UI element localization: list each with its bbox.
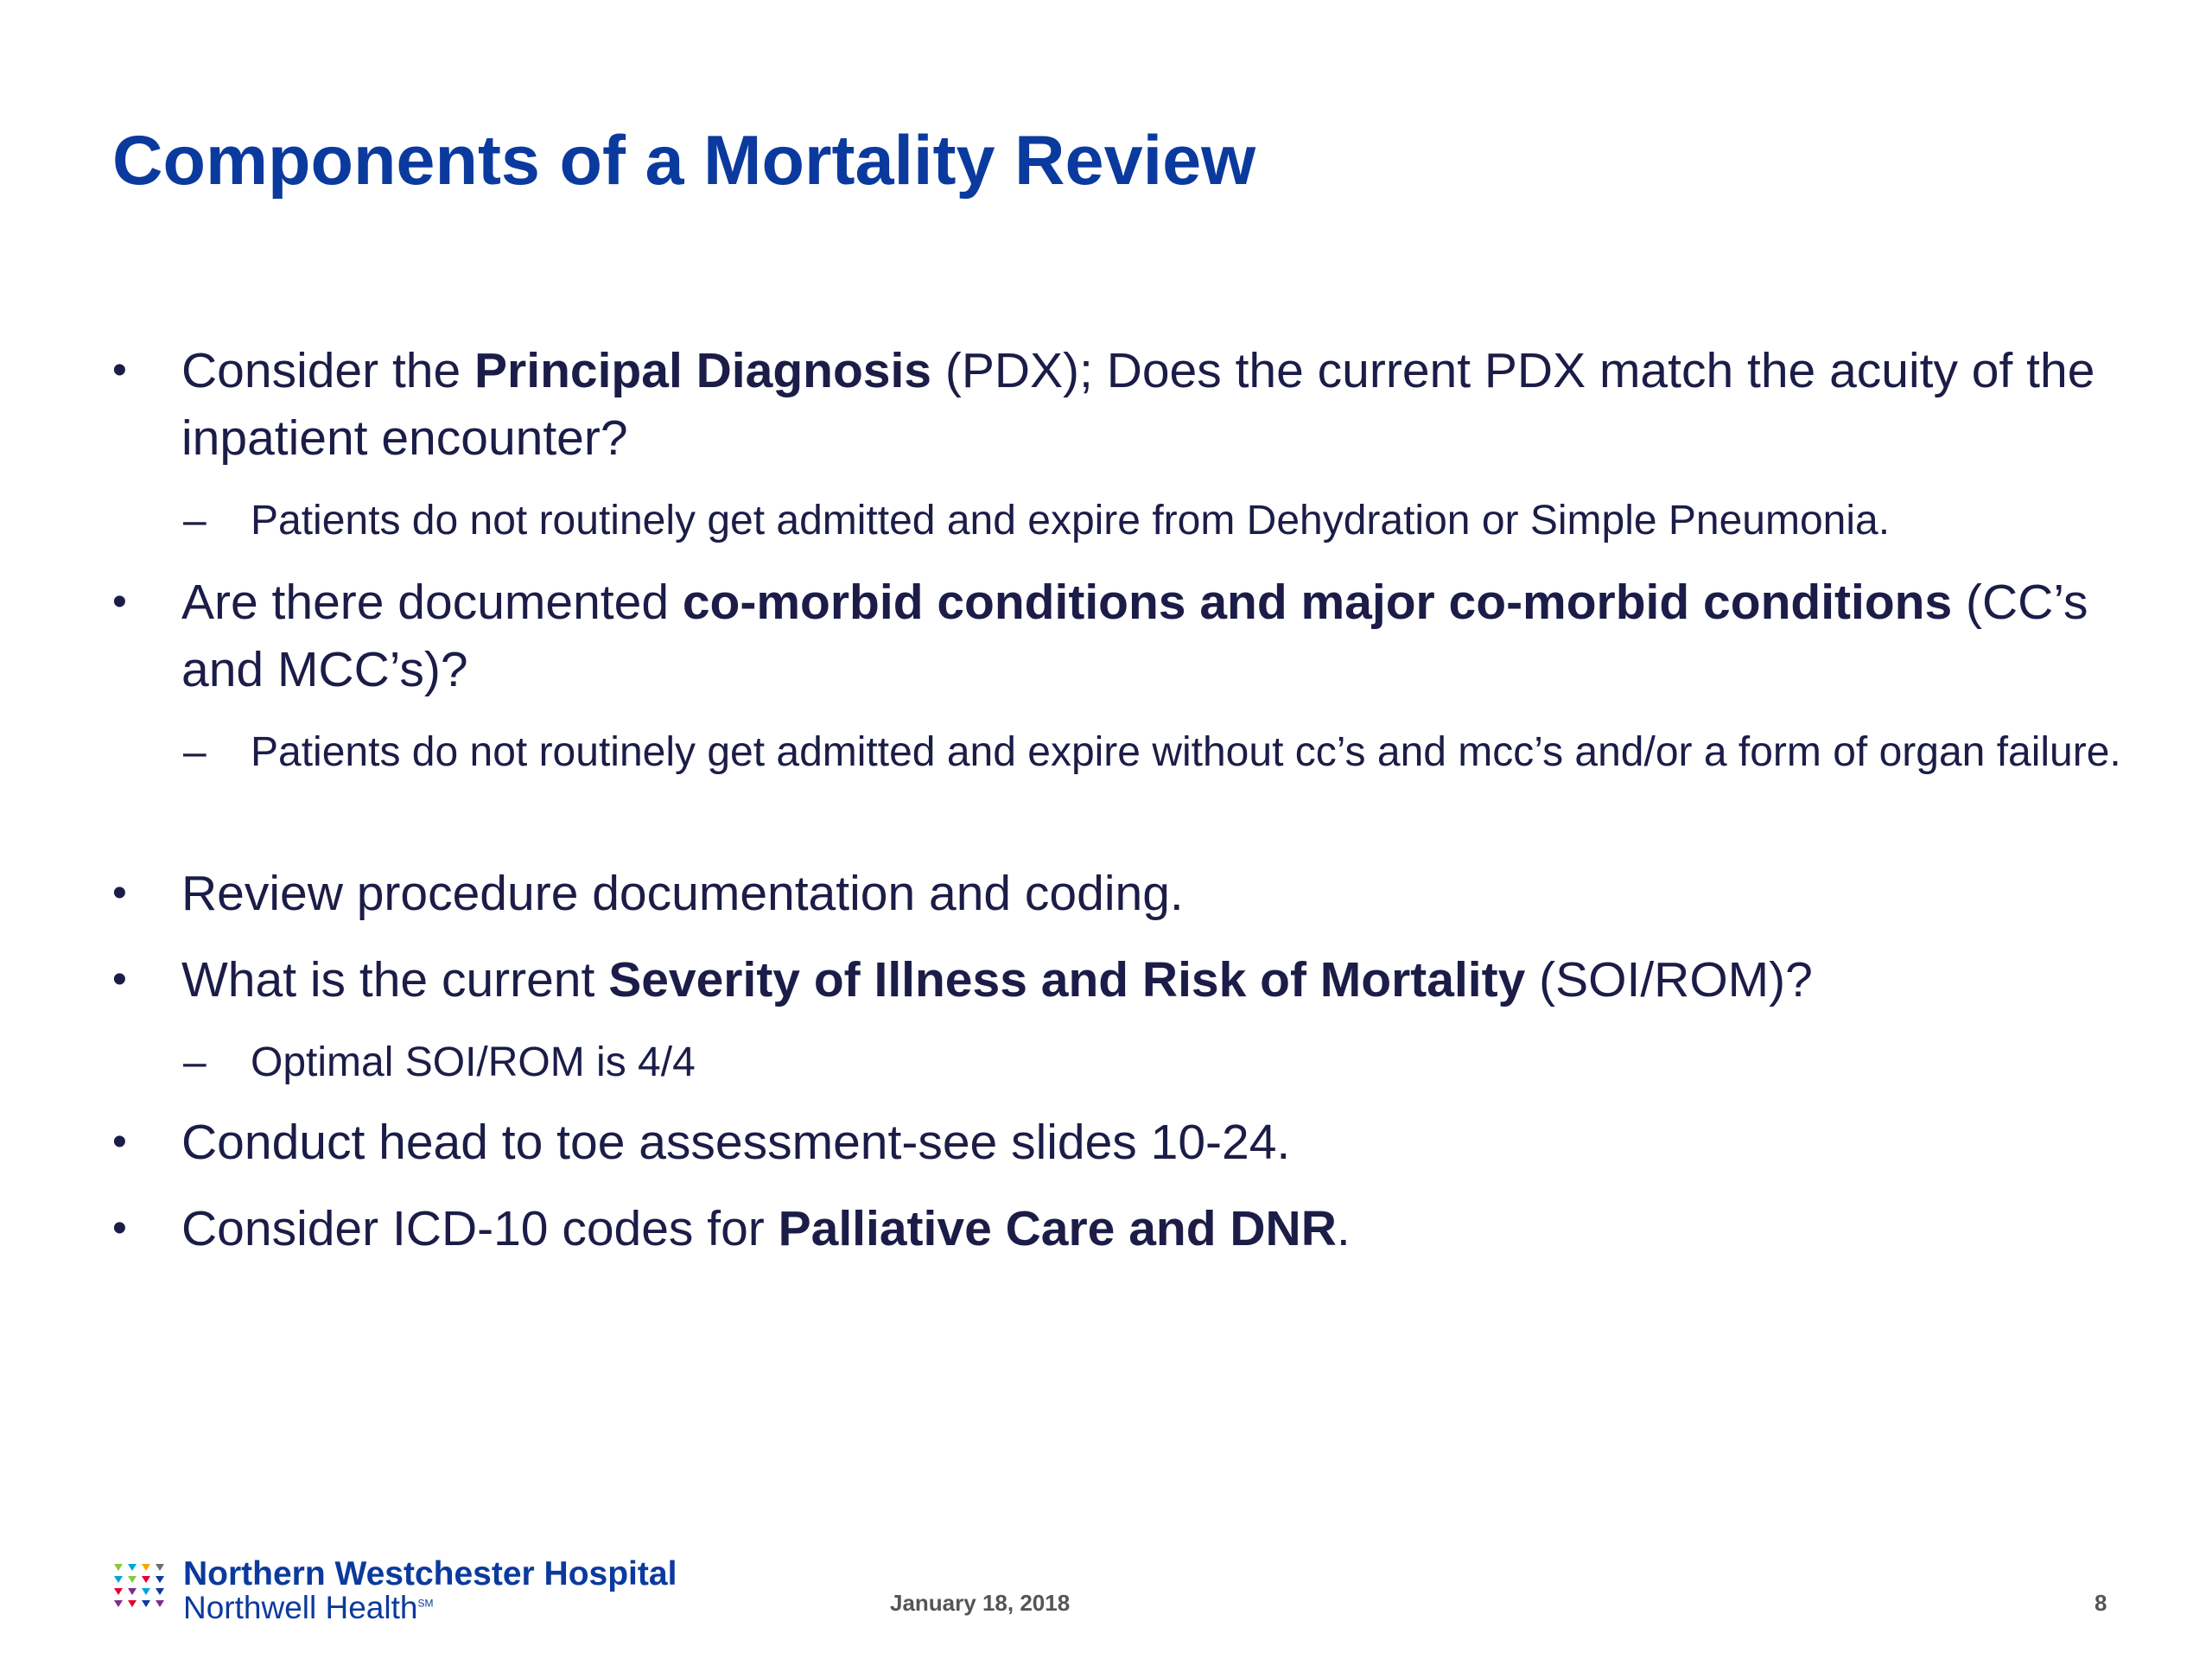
page-number: 8 [2094,1590,2107,1616]
text-segment: Consider the [181,343,475,398]
sub-bullet-text [251,491,2134,550]
text-segment: Review procedure documentation and coding. [181,866,1184,921]
slide-title: Components of a Mortality Review [112,122,1256,200]
bullet-text [181,569,2152,703]
text-segment: Patients do not routinely get admitted and expire without cc’s and mcc’s and/or a form of organ failure. [251,729,2121,775]
bullet-text [181,860,2152,927]
hospital-name: Northern Westchester Hospital [183,1555,677,1592]
sub-bullet-text [251,1033,2134,1092]
footer-date: January 18, 2018 [890,1590,1071,1616]
bullet-marker: • [112,347,127,393]
service-mark: SM [417,1597,434,1610]
sub-bullet-marker: – [183,729,207,775]
sub-bullet-marker: – [183,498,207,543]
text-segment: . [1336,1201,1351,1256]
text-segment: (CC’s and MCC’s)? [181,575,2088,697]
bullet-marker: • [112,1119,127,1165]
bullet-text [181,946,2152,1014]
text-segment-bold: Severity of Illness and Risk of Mortality [608,952,1526,1007]
bullet-marker: • [112,870,127,916]
text-segment: Patients do not routinely get admitted and expire from Dehydration or Simple Pneumonia. [251,498,1891,543]
hospital-logo [112,1555,734,1624]
bullet-marker: • [112,957,127,1002]
health-system-label: Northwell Health [183,1590,418,1625]
bullet-marker: • [112,579,127,625]
text-segment: Optimal SOI/ROM is 4/4 [251,1039,696,1085]
bullet-text [181,1195,2152,1262]
northwell-logo-icon [112,1559,175,1621]
bullet-text [181,337,2152,472]
text-segment: What is the current [181,952,609,1007]
text-segment: Are there documented [181,575,683,630]
sub-bullet-marker: – [183,1039,207,1085]
text-segment-bold: Principal Diagnosis [474,343,932,398]
text-segment: (PDX); Does the current PDX match the acuity of the inpatient encounter? [181,343,2095,466]
text-segment: Conduct head to toe assessment-see slides 10-24. [181,1115,1291,1170]
text-segment: Consider ICD-10 codes for [181,1201,779,1256]
sub-bullet-text [251,722,2134,782]
text-segment: (SOI/ROM)? [1525,952,1813,1007]
bullet-marker: • [112,1205,127,1251]
health-system-name [183,1590,433,1626]
bullet-text [181,1109,2152,1176]
text-segment-bold: co-morbid conditions and major co-morbid conditions [682,575,1953,630]
text-segment-bold: Palliative Care and DNR [778,1201,1337,1256]
